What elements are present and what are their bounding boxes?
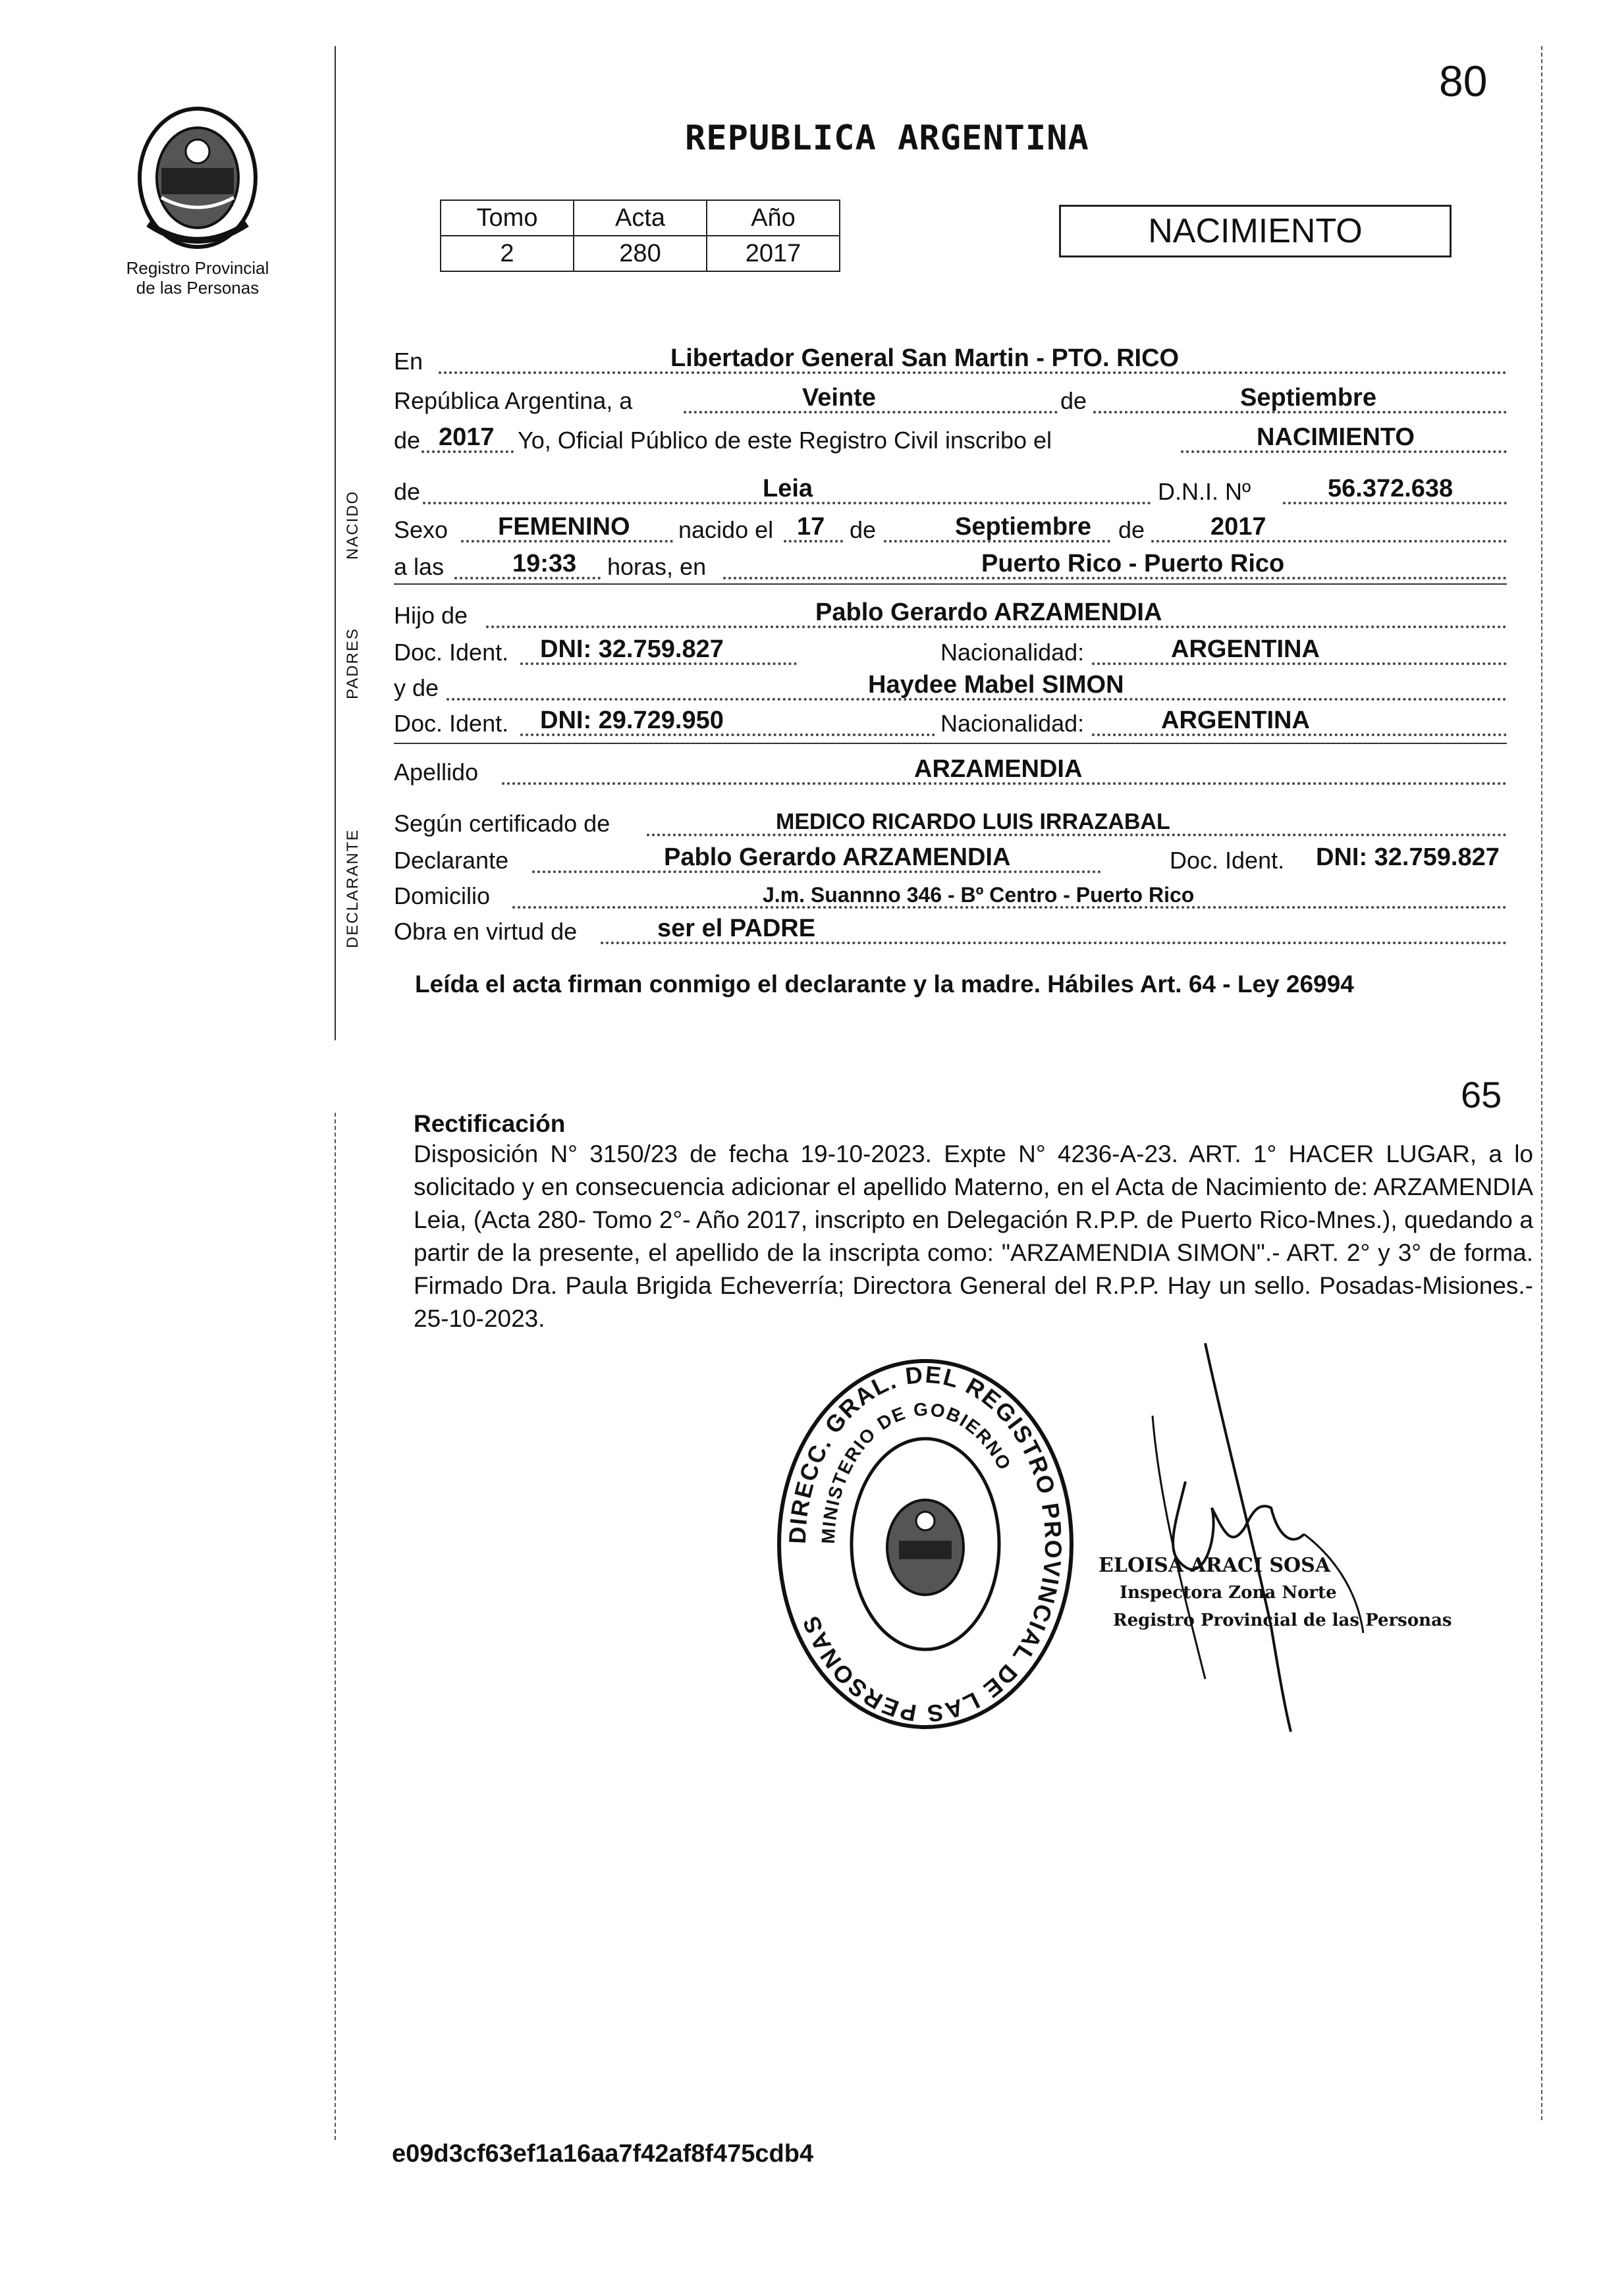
padre-value: Pablo Gerardo ARZAMENDIA [815,599,1162,626]
obra-value: ser el PADRE [657,915,816,942]
oficial-text: Yo, Oficial Público de este Registro Civil inscribo el [518,427,1052,454]
de-label-nombre: de [394,478,421,505]
row-y-de [394,669,1507,706]
logo-caption-line1: Registro Provincial [126,258,269,278]
table-value-anio: 2017 [707,236,840,271]
row-padre-doc [394,633,1507,670]
row-certificado [394,805,1507,841]
obra-label: Obra en virtud de [394,918,578,945]
nacido-mes-value: Septiembre [955,513,1091,541]
nombre-value: Leia [763,475,813,502]
dotted-line [1151,540,1507,543]
section-label-padres: PADRES [344,627,362,699]
document-hash: e09d3cf63ef1a16aa7f42af8f475cdb4 [392,2140,814,2168]
section-divider [394,583,1507,585]
anio-value: 2017 [439,423,495,451]
certificado-label: Según certificado de [394,810,611,837]
seal-inner-text: MINISTERIO DE GOBIERNO [817,1399,1016,1545]
apellido-value: ARZAMENDIA [914,755,1083,783]
nacido-dia-value: 17 [797,513,825,541]
nacido-el-label: nacido el [678,516,774,543]
sexo-label: Sexo [394,516,448,543]
certificado-value: MEDICO RICARDO LUIS IRRAZABAL [776,809,1170,834]
page-number: 80 [1439,57,1488,105]
apellido-label: Apellido [394,759,479,786]
en-label: En [394,348,423,375]
section-label-nacido: NACIDO [344,490,362,560]
horas-en-label: horas, en [607,553,707,580]
logo-caption-line2: de las Personas [136,278,259,298]
lugar-value: Libertador General San Martin - PTO. RICO [670,344,1180,372]
padre-doc-label: Doc. Ident. [394,639,509,666]
sexo-value: FEMENINO [498,513,630,541]
row-republica [394,382,1507,419]
declarante-label: Declarante [394,847,509,874]
signature-title: Inspectora Zona Norte [1120,1583,1337,1603]
domicilio-value: J.m. Suannno 346 - Bº Centro - Puerto Rico [763,883,1195,907]
registry-table [440,200,840,272]
a-las-label: a las [394,553,445,580]
de-label: de [1060,387,1087,414]
left-border-line-lower [335,1113,336,2140]
rectificacion-body: Disposición N° 3150/23 de fecha 19-10-2023. Expte N° 4236-A-23. ART. 1° HACER LUGAR, a lo solicitado y en consecuencia adicionar el apellido Materno, en el Acta de Nacimiento de: ARZAMENDIA Leia, (Acta 280- Tomo 2°- Año 2017, inscripto en Delegación R.P.P. de Puerto Rico-Mnes.), quedando a partir de la presente, el apellido de la inscripta como: "ARZAMENDIA SIMON".- ART. 2° y 3° de forma. Firmado Dra. Paula Brigida Echeverría; Directora General del R.P.P. Hay un sello. Posadas-Misiones.- 25-10-2023. [414,1140,1533,1332]
nacido-de-label-2: de [1118,516,1145,543]
row-apellido [394,753,1507,790]
madre-nacionalidad-value: ARGENTINA [1161,707,1310,734]
row-declarante [394,841,1507,878]
row-en [394,342,1507,379]
dia-value: Veinte [802,384,876,412]
seal-outer-text: DIRECC. GRAL. DEL REGISTRO PROVINCIAL DE LAS PERSONAS [783,1360,1068,1728]
row-sexo [394,511,1507,548]
hijo-de-label: Hijo de [394,602,468,629]
row-hora [394,548,1507,585]
nacido-de-label: de [850,516,877,543]
tipo-value: NACIMIENTO [1257,423,1415,451]
row-nombre [394,473,1507,510]
nacido-anio-value: 2017 [1210,513,1266,541]
row-obra [394,913,1507,949]
mes-value: Septiembre [1240,384,1376,412]
table-value-acta: 280 [574,236,707,271]
table-header-tomo: Tomo [441,200,574,236]
dni-label: D.N.I. Nº [1158,478,1251,505]
section-divider [394,743,1507,744]
record-type-box: NACIMIENTO [1059,205,1452,257]
rectificacion-title: Rectificación [414,1110,566,1137]
row-domicilio [394,877,1507,914]
table-value-tomo: 2 [441,236,574,271]
madre-value: Haydee Mabel SIMON [868,671,1124,699]
firma-statement: Leída el acta firman conmigo el declarante y la madre. Hábiles Art. 64 - Ley 26994 [415,971,1354,998]
signature-name: ELOISA ARACI SOSA [1099,1554,1331,1577]
padre-nacionalidad-value: ARGENTINA [1171,635,1320,663]
madre-nacionalidad-label: Nacionalidad: [940,710,1085,737]
row-anio [394,421,1507,458]
document-title: REPUBLICA ARGENTINA [685,119,1089,158]
section-label-declarante: DECLARANTE [344,828,362,948]
left-border-line [335,46,336,1040]
declarante-value: Pablo Gerardo ARZAMENDIA [664,843,1011,871]
domicilio-label: Domicilio [394,882,491,909]
handwritten-signature [1054,1337,1423,1745]
table-header-anio: Año [707,200,840,236]
y-de-label: y de [394,674,439,701]
madre-doc-value: DNI: 29.729.950 [540,707,724,734]
official-seal [774,1356,1077,1732]
logo-caption [99,258,296,298]
padre-doc-value: DNI: 32.759.827 [540,635,724,663]
table-header-acta: Acta [574,200,707,236]
hora-value: 19:33 [512,550,577,577]
signature-office: Registro Provincial de las Personas [1113,1611,1452,1630]
declarante-doc-label: Doc. Ident. [1170,847,1285,874]
right-border-line [1541,46,1542,2120]
republica-label: República Argentina, a [394,387,633,414]
declarante-doc-value: DNI: 32.759.827 [1316,843,1500,871]
padre-nacionalidad-label: Nacionalidad: [940,639,1085,666]
rectificacion-number: 65 [1461,1074,1502,1115]
row-hijo-de [394,597,1507,633]
madre-doc-label: Doc. Ident. [394,710,509,737]
provincial-logo [135,105,260,257]
lugar-nacimiento-value: Puerto Rico - Puerto Rico [981,550,1285,577]
dni-value: 56.372.638 [1328,475,1454,502]
row-madre-doc [394,705,1507,741]
de-label-2: de [394,427,421,454]
